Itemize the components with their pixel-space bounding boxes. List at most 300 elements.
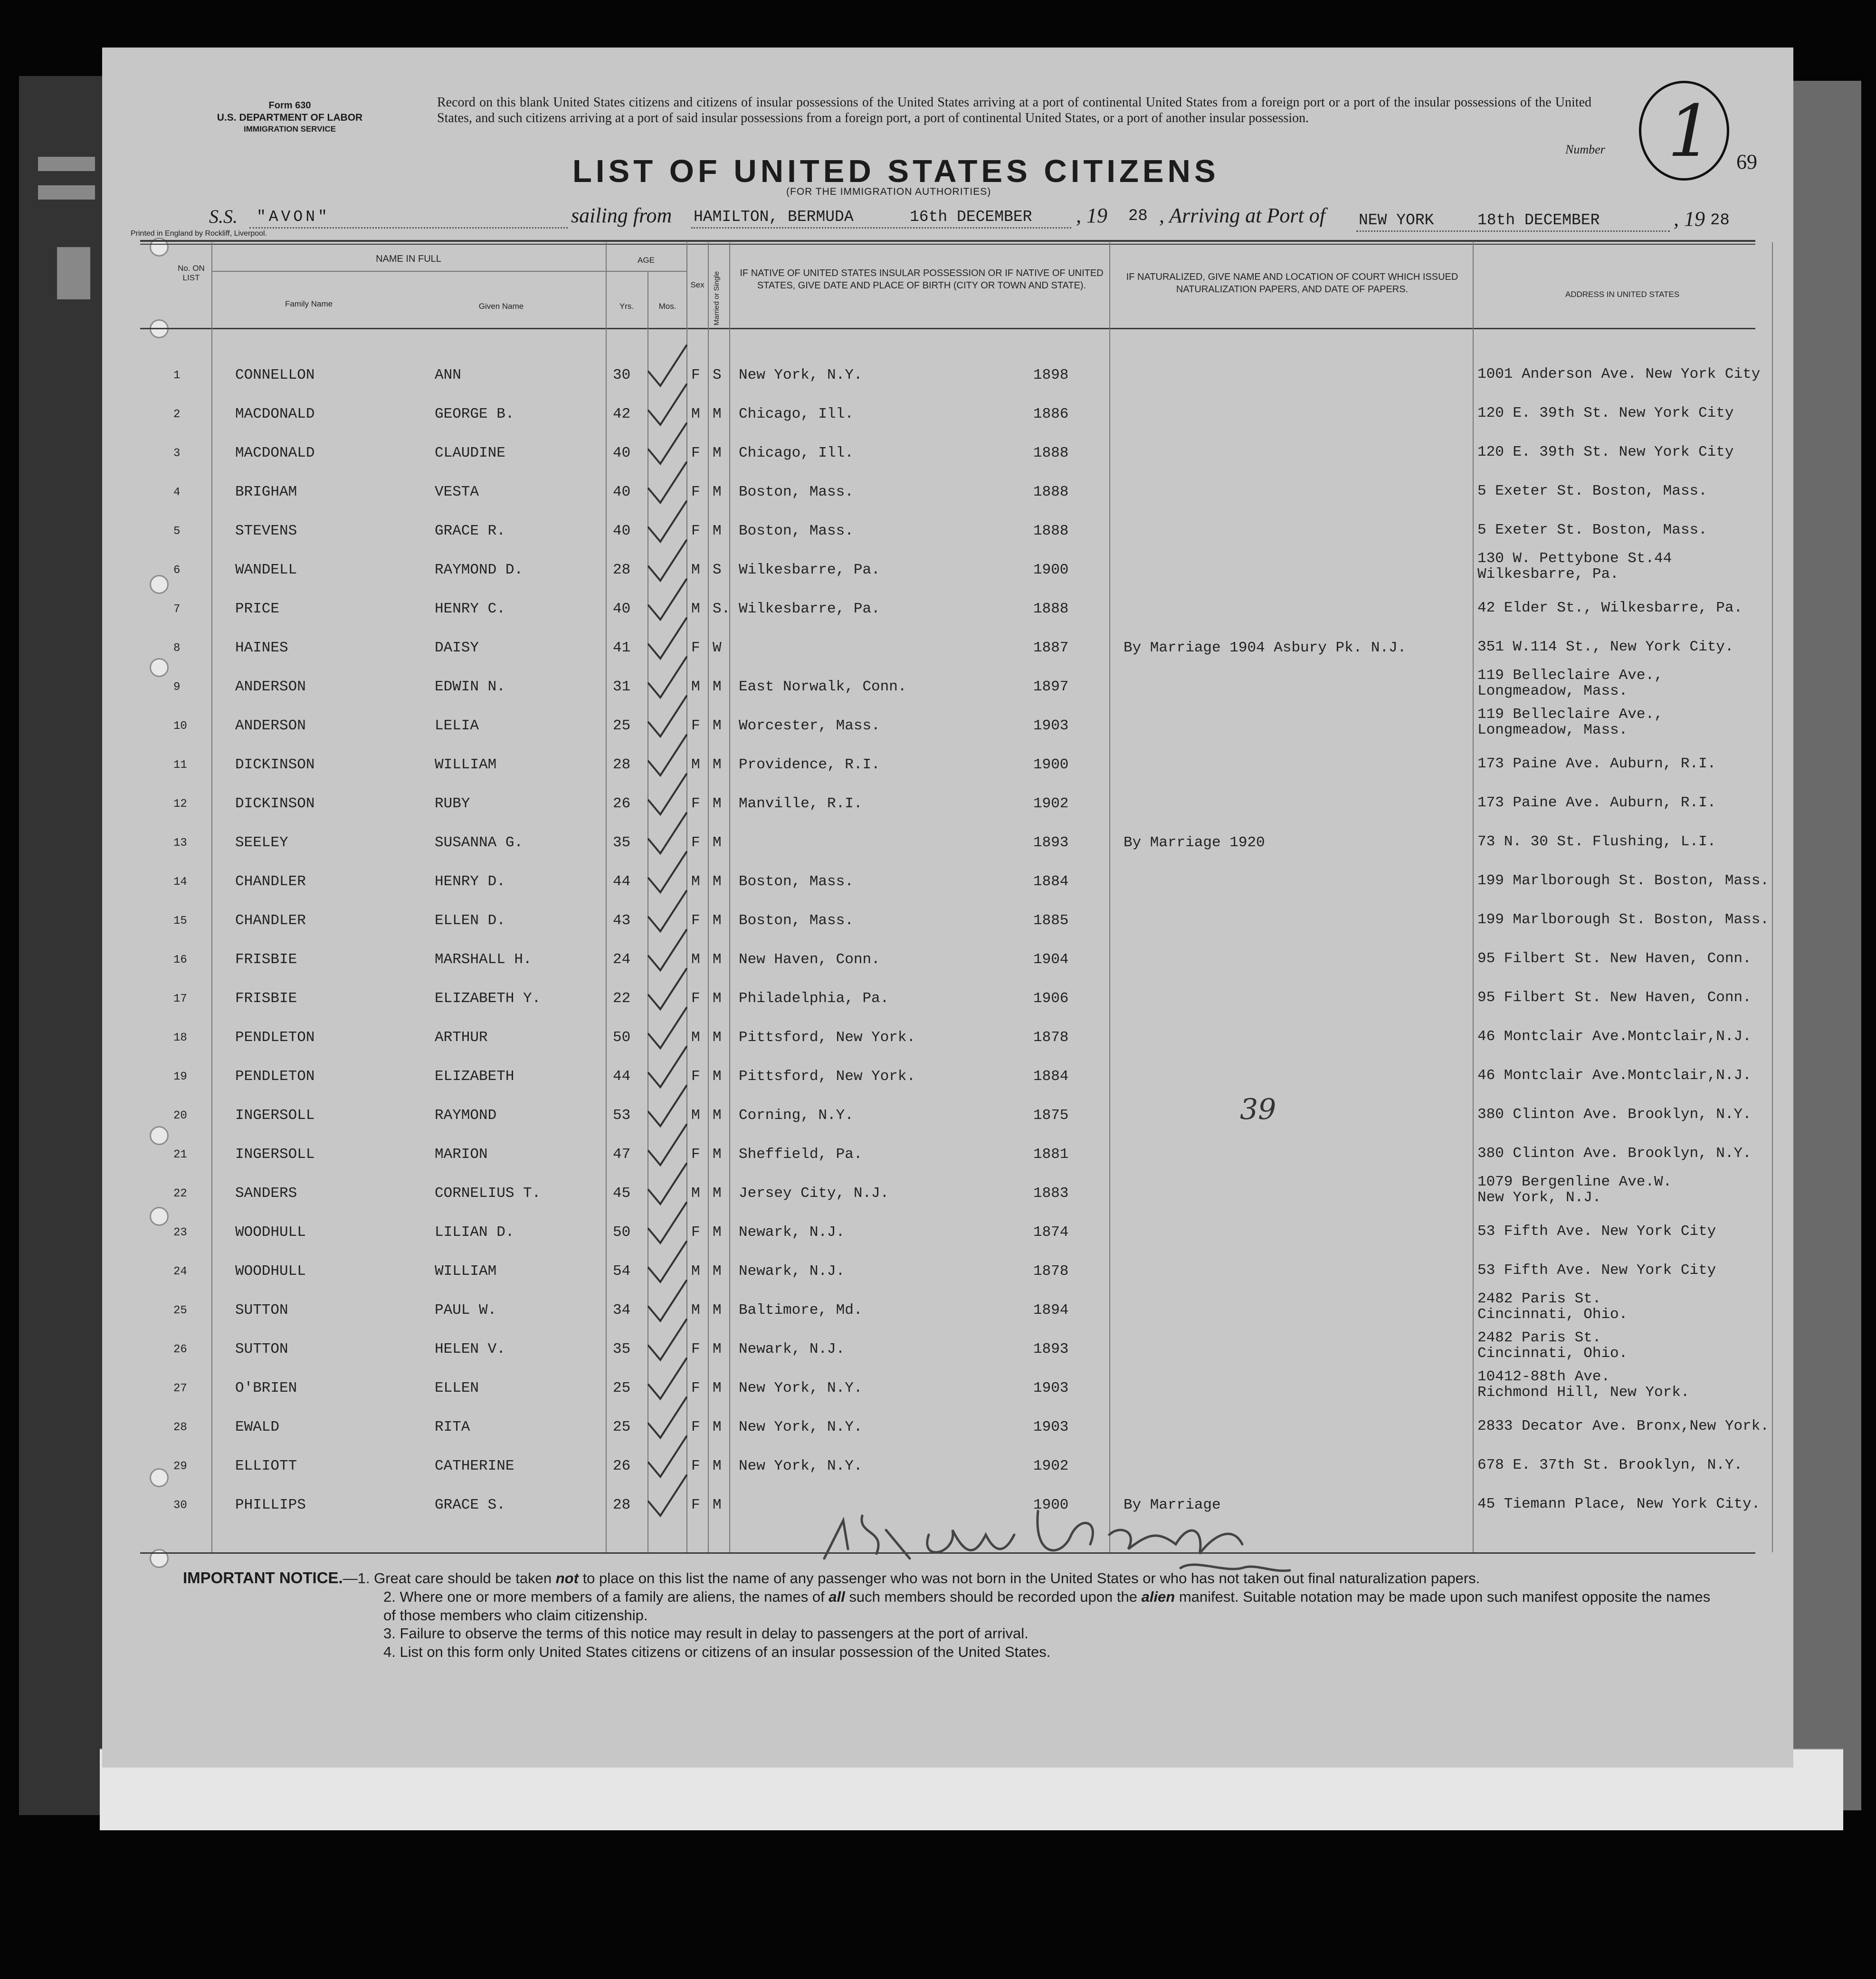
- birth-place: Boston, Mass.: [739, 873, 854, 890]
- number-label: Number: [1565, 143, 1605, 156]
- birth-year: 1888: [1033, 523, 1069, 539]
- us-address: 130 W. Pettybone St.44 Wilkesbarre, Pa.: [1477, 550, 1672, 583]
- row-number: 1: [173, 369, 181, 382]
- sex: M: [691, 873, 700, 890]
- check-mark: [648, 969, 686, 1009]
- sex: M: [691, 562, 700, 578]
- marital-status: M: [713, 1029, 722, 1046]
- age-years: 25: [613, 717, 631, 734]
- row-number: 22: [173, 1187, 187, 1200]
- row-number: 27: [173, 1382, 187, 1395]
- row-number: 5: [173, 525, 181, 538]
- marital-status: M: [713, 951, 722, 968]
- list-number: 1: [1667, 90, 1713, 173]
- family-name: ANDERSON: [235, 679, 306, 695]
- marital-status: M: [713, 484, 722, 500]
- marital-status: M: [713, 795, 722, 812]
- given-name: HENRY D.: [435, 873, 505, 890]
- age-years: 26: [613, 1458, 631, 1474]
- given-name: ELLEN: [435, 1380, 479, 1396]
- birth-place: Newark, N.J.: [739, 1263, 845, 1280]
- birth-place: Jersey City, N.J.: [739, 1185, 889, 1202]
- age-years: 47: [613, 1146, 631, 1163]
- family-name: WOODHULL: [235, 1263, 306, 1280]
- birth-place: New York, N.Y.: [739, 1380, 863, 1396]
- birth-year: 1878: [1033, 1263, 1069, 1280]
- marital-status: M: [713, 912, 722, 929]
- age-years: 22: [613, 990, 631, 1007]
- sex: M: [691, 1107, 700, 1124]
- row-number: 15: [173, 915, 187, 927]
- age-years: 50: [613, 1029, 631, 1046]
- age-years: 50: [613, 1224, 631, 1241]
- birth-place: Newark, N.J.: [739, 1224, 845, 1241]
- birth-year: 1903: [1033, 717, 1069, 734]
- family-name: FRISBIE: [235, 990, 297, 1007]
- notice-item-2: [183, 1588, 1717, 1625]
- check-mark: [648, 813, 686, 853]
- given-name: WILLIAM: [435, 756, 497, 773]
- us-address: 120 E. 39th St. New York City: [1477, 444, 1734, 460]
- birth-place: Chicago, Ill.: [739, 445, 854, 461]
- birth-year: 1888: [1033, 484, 1069, 500]
- birth-year: 1874: [1033, 1224, 1069, 1241]
- marital-status: S: [713, 562, 722, 578]
- family-name: MACDONALD: [235, 406, 315, 422]
- header-name-in-full: NAME IN FULL: [376, 254, 441, 264]
- birth-year: 1900: [1033, 1497, 1069, 1513]
- row-number: 3: [173, 447, 181, 460]
- sex: F: [691, 717, 700, 734]
- us-address: 199 Marlborough St. Boston, Mass.: [1477, 872, 1769, 889]
- birth-year: 1884: [1033, 1068, 1069, 1085]
- family-name: O'BRIEN: [235, 1380, 297, 1396]
- given-name: WILLIAM: [435, 1263, 497, 1280]
- check-mark: [648, 735, 686, 775]
- marital-status: S.: [713, 601, 731, 617]
- birth-place: Newark, N.J.: [739, 1341, 845, 1358]
- marital-status: M: [713, 1263, 722, 1280]
- sex: F: [691, 1419, 700, 1435]
- paper-fragment: [38, 185, 95, 200]
- birth-year: 1897: [1033, 679, 1069, 695]
- marital-status: M: [713, 1497, 722, 1513]
- us-address: 120 E. 39th St. New York City: [1477, 405, 1734, 421]
- row-number: 30: [173, 1499, 187, 1512]
- sex: F: [691, 1497, 700, 1513]
- sex: F: [691, 1458, 700, 1474]
- age-years: 44: [613, 873, 631, 890]
- age-years: 44: [613, 1068, 631, 1085]
- birth-year: 1898: [1033, 367, 1069, 383]
- notice-title: IMPORTANT NOTICE.: [183, 1569, 343, 1587]
- marital-status: M: [713, 1458, 722, 1474]
- check-mark: [648, 462, 686, 503]
- us-address: 95 Filbert St. New Haven, Conn.: [1477, 989, 1752, 1006]
- birth-place: Corning, N.Y.: [739, 1107, 854, 1124]
- us-address: 2482 Paris St. Cincinnati, Ohio.: [1477, 1329, 1628, 1362]
- row-number: 20: [173, 1109, 187, 1122]
- birth-year: 1888: [1033, 601, 1069, 617]
- important-notice: [183, 1568, 1717, 1662]
- notice-item-1-part: to place on this list the name of any passenger who was not born in the United States or who has not taken out final naturalization papers.: [578, 1570, 1480, 1587]
- given-name: SUSANNA G.: [435, 834, 524, 851]
- given-name: RAYMOND D.: [435, 562, 524, 578]
- check-mark: [648, 384, 686, 425]
- age-years: 45: [613, 1185, 631, 1202]
- sex: F: [691, 445, 700, 461]
- us-address: 5 Exeter St. Boston, Mass.: [1477, 483, 1707, 499]
- paper-fragment: [38, 157, 95, 171]
- sailing-year: 28: [1128, 207, 1148, 225]
- marital-status: S: [713, 367, 722, 383]
- birth-place: Sheffield, Pa.: [739, 1146, 863, 1163]
- birth-place: New York, N.Y.: [739, 1419, 863, 1435]
- check-mark: [648, 579, 686, 620]
- family-name: BRIGHAM: [235, 484, 297, 500]
- arrival-date: 18th DECEMBER: [1477, 211, 1600, 229]
- us-address: 2482 Paris St. Cincinnati, Ohio.: [1477, 1291, 1628, 1323]
- us-address: 53 Fifth Ave. New York City: [1477, 1262, 1716, 1279]
- age-years: 40: [613, 601, 631, 617]
- birth-year: 1903: [1033, 1419, 1069, 1435]
- notice-item-1-part: —1. Great care should be taken: [343, 1570, 556, 1587]
- us-address: 95 Filbert St. New Haven, Conn.: [1477, 950, 1752, 967]
- intro-text: Record on this blank United States citizens and citizens of insular possessions of the United States arriving at a port of continental United States from a foreign port or a port of the insular possessions of the United States, and such citizens arriving at a port of said insular possessions from a foreign port, a port of continental United States, or a port of another insular possession.: [437, 95, 1591, 125]
- header-birth: IF NATIVE OF UNITED STATES INSULAR POSSESSION OR IF NATIVE OF UNITED STATES, GIVE DATE AND PLACE OF BIRTH (CITY OR TOWN AND STATE).: [740, 268, 1104, 291]
- birth-year: 1900: [1033, 756, 1069, 773]
- family-name: CHANDLER: [235, 873, 306, 890]
- check-mark: [648, 1358, 686, 1399]
- family-name: MACDONALD: [235, 445, 315, 461]
- sex: F: [691, 1146, 700, 1163]
- given-name: CATHERINE: [435, 1458, 514, 1474]
- row-number: 18: [173, 1032, 187, 1044]
- family-name: CONNELLON: [235, 367, 315, 383]
- page-subtitle: (FOR THE IMMIGRATION AUTHORITIES): [786, 186, 991, 197]
- given-name: VESTA: [435, 484, 479, 500]
- check-mark: [648, 696, 686, 736]
- family-name: INGERSOLL: [235, 1107, 315, 1124]
- family-name: SANDERS: [235, 1185, 297, 1202]
- notice-item-4: 4. List on this form only United States citizens or citizens of an insular possession of the United States.: [383, 1644, 1051, 1660]
- birth-place: Boston, Mass.: [739, 523, 854, 539]
- sex: F: [691, 795, 700, 812]
- birth-place: Manville, R.I.: [739, 795, 863, 812]
- family-name: WOODHULL: [235, 1224, 306, 1241]
- age-years: 28: [613, 1497, 631, 1513]
- sex: M: [691, 601, 700, 617]
- given-name: PAUL W.: [435, 1302, 497, 1319]
- family-name: DICKINSON: [235, 756, 315, 773]
- given-name: GEORGE B.: [435, 406, 514, 422]
- given-name: LELIA: [435, 717, 479, 734]
- sex: M: [691, 1302, 700, 1319]
- marital-status: M: [713, 717, 722, 734]
- us-address: 1079 Bergenline Ave.W. New York, N.J.: [1477, 1174, 1672, 1206]
- naturalization: By Marriage: [1124, 1497, 1221, 1513]
- arrival-year-label: , 19: [1674, 207, 1705, 230]
- check-mark: [648, 657, 686, 698]
- marital-status: M: [713, 1146, 722, 1163]
- notice-item-2-part: 2. Where one or more members of a family are aliens, the names of: [383, 1588, 829, 1605]
- age-years: 35: [613, 834, 631, 851]
- row-number: 6: [173, 564, 181, 577]
- check-mark: [648, 1008, 686, 1048]
- check-mark: [648, 774, 686, 814]
- sex: M: [691, 1263, 700, 1280]
- ship-label: S.S.: [209, 206, 238, 227]
- birth-year: 1902: [1033, 1458, 1069, 1474]
- us-address: 53 Fifth Ave. New York City: [1477, 1223, 1716, 1240]
- birth-year: 1883: [1033, 1185, 1069, 1202]
- age-years: 40: [613, 445, 631, 461]
- age-years: 40: [613, 484, 631, 500]
- family-name: HAINES: [235, 640, 288, 656]
- header-married-single: Married or Single: [713, 271, 721, 325]
- sex: M: [691, 1185, 700, 1202]
- row-number: 9: [173, 681, 181, 694]
- family-name: PENDLETON: [235, 1029, 315, 1046]
- birth-place: Wilkesbarre, Pa.: [739, 601, 880, 617]
- sex: M: [691, 406, 700, 422]
- age-years: 42: [613, 406, 631, 422]
- sex: F: [691, 990, 700, 1007]
- header-family-name: Family Name: [285, 299, 333, 308]
- birth-place: Pittsford, New York.: [739, 1068, 916, 1085]
- age-years: 41: [613, 640, 631, 656]
- us-address: 173 Paine Ave. Auburn, R.I.: [1477, 794, 1716, 811]
- check-mark: [648, 1164, 686, 1204]
- arrival-year: 28: [1710, 211, 1730, 229]
- sex: F: [691, 1341, 700, 1358]
- age-years: 24: [613, 951, 631, 968]
- naturalization: By Marriage 1904 Asbury Pk. N.J.: [1124, 640, 1407, 656]
- us-address: 1001 Anderson Ave. New York City: [1477, 366, 1761, 382]
- family-name: CHANDLER: [235, 912, 306, 929]
- row-number: 12: [173, 798, 187, 811]
- given-name: LILIAN D.: [435, 1224, 514, 1241]
- age-years: 30: [613, 367, 631, 383]
- given-name: CLAUDINE: [435, 445, 505, 461]
- check-mark: [648, 501, 686, 542]
- birth-place: Providence, R.I.: [739, 756, 880, 773]
- given-name: GRACE S.: [435, 1497, 505, 1513]
- left-background-strip: [19, 76, 112, 1815]
- age-years: 28: [613, 756, 631, 773]
- check-mark: [648, 930, 686, 970]
- marital-status: M: [713, 1068, 722, 1085]
- us-address: 46 Montclair Ave.Montclair,N.J.: [1477, 1067, 1752, 1084]
- us-address: 46 Montclair Ave.Montclair,N.J.: [1477, 1028, 1752, 1045]
- check-mark: [648, 618, 686, 659]
- given-name: MARION: [435, 1146, 488, 1163]
- age-years: 25: [613, 1419, 631, 1435]
- check-mark: [648, 1125, 686, 1165]
- birth-year: 1894: [1033, 1302, 1069, 1319]
- sex: F: [691, 834, 700, 851]
- birth-place: Boston, Mass.: [739, 484, 854, 500]
- given-name: HENRY C.: [435, 601, 505, 617]
- marital-status: M: [713, 1107, 722, 1124]
- given-name: CORNELIUS T.: [435, 1185, 541, 1202]
- check-mark: [648, 1047, 686, 1087]
- family-name: DICKINSON: [235, 795, 315, 812]
- paper-fragment: [57, 247, 90, 299]
- row-number: 16: [173, 954, 187, 966]
- row-number: 11: [173, 759, 187, 772]
- notice-item-3: 3. Failure to observe the terms of this notice may result in delay to passengers at the port of arrival.: [383, 1625, 1028, 1642]
- birth-place: New York, N.Y.: [739, 1458, 863, 1474]
- header-sex: Sex: [690, 280, 705, 289]
- notice-emphasis: all: [828, 1588, 845, 1605]
- birth-place: Chicago, Ill.: [739, 406, 854, 422]
- header-years: Yrs.: [619, 302, 634, 311]
- check-mark: [648, 1319, 686, 1360]
- given-name: HELEN V.: [435, 1341, 505, 1358]
- row-number: 26: [173, 1343, 187, 1356]
- row-number: 24: [173, 1265, 187, 1278]
- department-name: U.S. DEPARTMENT OF LABOR: [217, 112, 363, 123]
- marital-status: M: [713, 834, 722, 851]
- given-name: ARTHUR: [435, 1029, 488, 1046]
- birth-year: 1900: [1033, 562, 1069, 578]
- marital-status: M: [713, 1341, 722, 1358]
- marital-status: M: [713, 873, 722, 890]
- age-years: 28: [613, 562, 631, 578]
- header-months: Mos.: [658, 302, 676, 311]
- notice-emphasis: alien: [1141, 1588, 1175, 1605]
- birth-place: Boston, Mass.: [739, 912, 854, 929]
- row-number: 28: [173, 1421, 187, 1434]
- us-address: 380 Clinton Ave. Brooklyn, N.Y.: [1477, 1145, 1752, 1162]
- sex: F: [691, 367, 700, 383]
- row-number: 14: [173, 876, 187, 889]
- us-address: 351 W.114 St., New York City.: [1477, 639, 1734, 655]
- age-years: 43: [613, 912, 631, 929]
- us-address: 10412-88th Ave. Richmond Hill, New York.: [1477, 1368, 1690, 1401]
- service-name: IMMIGRATION SERVICE: [244, 124, 336, 134]
- family-name: ANDERSON: [235, 717, 306, 734]
- given-name: MARSHALL H.: [435, 951, 532, 968]
- family-name: PRICE: [235, 601, 280, 617]
- age-years: 34: [613, 1302, 631, 1319]
- birth-place: Pittsford, New York.: [739, 1029, 916, 1046]
- birth-place: East Norwalk, Conn.: [739, 679, 907, 695]
- given-name: RAYMOND: [435, 1107, 497, 1124]
- check-mark: [648, 1242, 686, 1282]
- check-mark: [648, 1397, 686, 1438]
- birth-year: 1878: [1033, 1029, 1069, 1046]
- given-name: ANN: [435, 367, 461, 383]
- sailing-year-label: , 19: [1076, 204, 1107, 227]
- age-years: 54: [613, 1263, 631, 1280]
- family-name: INGERSOLL: [235, 1146, 315, 1163]
- given-name: RITA: [435, 1419, 470, 1435]
- notice-item-2-part: manifest. Suitable notation may be made upon such manifest opposite the names of those members who claim citizenship.: [383, 1588, 1711, 1624]
- marital-status: M: [713, 990, 722, 1007]
- marital-status: M: [713, 756, 722, 773]
- us-address: 5 Exeter St. Boston, Mass.: [1477, 522, 1707, 538]
- given-name: ELIZABETH: [435, 1068, 514, 1085]
- marital-status: M: [713, 523, 722, 539]
- given-name: EDWIN N.: [435, 679, 505, 695]
- row-number: 4: [173, 486, 181, 499]
- sex: F: [691, 484, 700, 500]
- page-title: LIST OF UNITED STATES CITIZENS: [572, 153, 1219, 189]
- us-address: 45 Tiemann Place, New York City.: [1477, 1496, 1761, 1512]
- us-address: 2833 Decator Ave. Bronx,New York.: [1477, 1418, 1769, 1434]
- row-number: 17: [173, 993, 187, 1005]
- page-number: 69: [1736, 150, 1757, 173]
- age-years: 31: [613, 679, 631, 695]
- marital-status: M: [713, 679, 722, 695]
- us-address: 119 Belleclaire Ave., Longmeadow, Mass.: [1477, 667, 1663, 699]
- row-number: 25: [173, 1304, 187, 1317]
- family-name: PHILLIPS: [235, 1497, 306, 1513]
- sex: F: [691, 1224, 700, 1241]
- family-name: STEVENS: [235, 523, 297, 539]
- birth-place: Wilkesbarre, Pa.: [739, 562, 880, 578]
- family-name: PENDLETON: [235, 1068, 315, 1085]
- birth-year: 1887: [1033, 640, 1069, 656]
- birth-place: Worcester, Mass.: [739, 717, 880, 734]
- family-name: EWALD: [235, 1419, 280, 1435]
- marital-status: M: [713, 1185, 722, 1202]
- row-number: 10: [173, 720, 187, 733]
- us-address: 173 Paine Ave. Auburn, R.I.: [1477, 755, 1716, 772]
- row-number: 19: [173, 1071, 187, 1083]
- row-number: 7: [173, 603, 181, 616]
- age-years: 25: [613, 1380, 631, 1396]
- family-name: WANDELL: [235, 562, 297, 578]
- form-number: Form 630: [268, 100, 311, 111]
- check-mark: [648, 540, 686, 581]
- sex: F: [691, 523, 700, 539]
- sex: F: [691, 1068, 700, 1085]
- family-name: SEELEY: [235, 834, 288, 851]
- birth-place: Philadelphia, Pa.: [739, 990, 889, 1007]
- check-mark: [648, 891, 686, 931]
- us-address: 73 N. 30 St. Flushing, L.I.: [1477, 833, 1716, 850]
- row-number: 8: [173, 642, 181, 655]
- marital-status: M: [713, 406, 722, 422]
- given-name: ELIZABETH Y.: [435, 990, 541, 1007]
- check-mark: [648, 423, 686, 464]
- given-name: ELLEN D.: [435, 912, 505, 929]
- marital-status: W: [713, 640, 722, 656]
- birth-year: 1881: [1033, 1146, 1069, 1163]
- row-number: 13: [173, 837, 187, 850]
- family-name: FRISBIE: [235, 951, 297, 968]
- row-number: 23: [173, 1226, 187, 1239]
- header-naturalized: IF NATURALIZED, GIVE NAME AND LOCATION OF COURT WHICH ISSUED NATURALIZATION PAPERS, AND DATE OF PAPERS.: [1126, 272, 1458, 295]
- family-name: SUTTON: [235, 1302, 288, 1319]
- marital-status: M: [713, 445, 722, 461]
- marital-status: M: [713, 1380, 722, 1396]
- stamp-number: 39: [1240, 1093, 1276, 1126]
- birth-year: 1875: [1033, 1107, 1069, 1124]
- us-address: 199 Marlborough St. Boston, Mass.: [1477, 911, 1769, 928]
- age-years: 26: [613, 795, 631, 812]
- check-mark: [648, 1475, 686, 1516]
- check-mark: [648, 1203, 686, 1243]
- birth-year: 1906: [1033, 990, 1069, 1007]
- header-address: ADDRESS IN UNITED STATES: [1565, 290, 1680, 299]
- given-name: RUBY: [435, 795, 470, 812]
- birth-year: 1902: [1033, 795, 1069, 812]
- printer-note: Printed in England by Rockliff, Liverpool.: [131, 229, 267, 238]
